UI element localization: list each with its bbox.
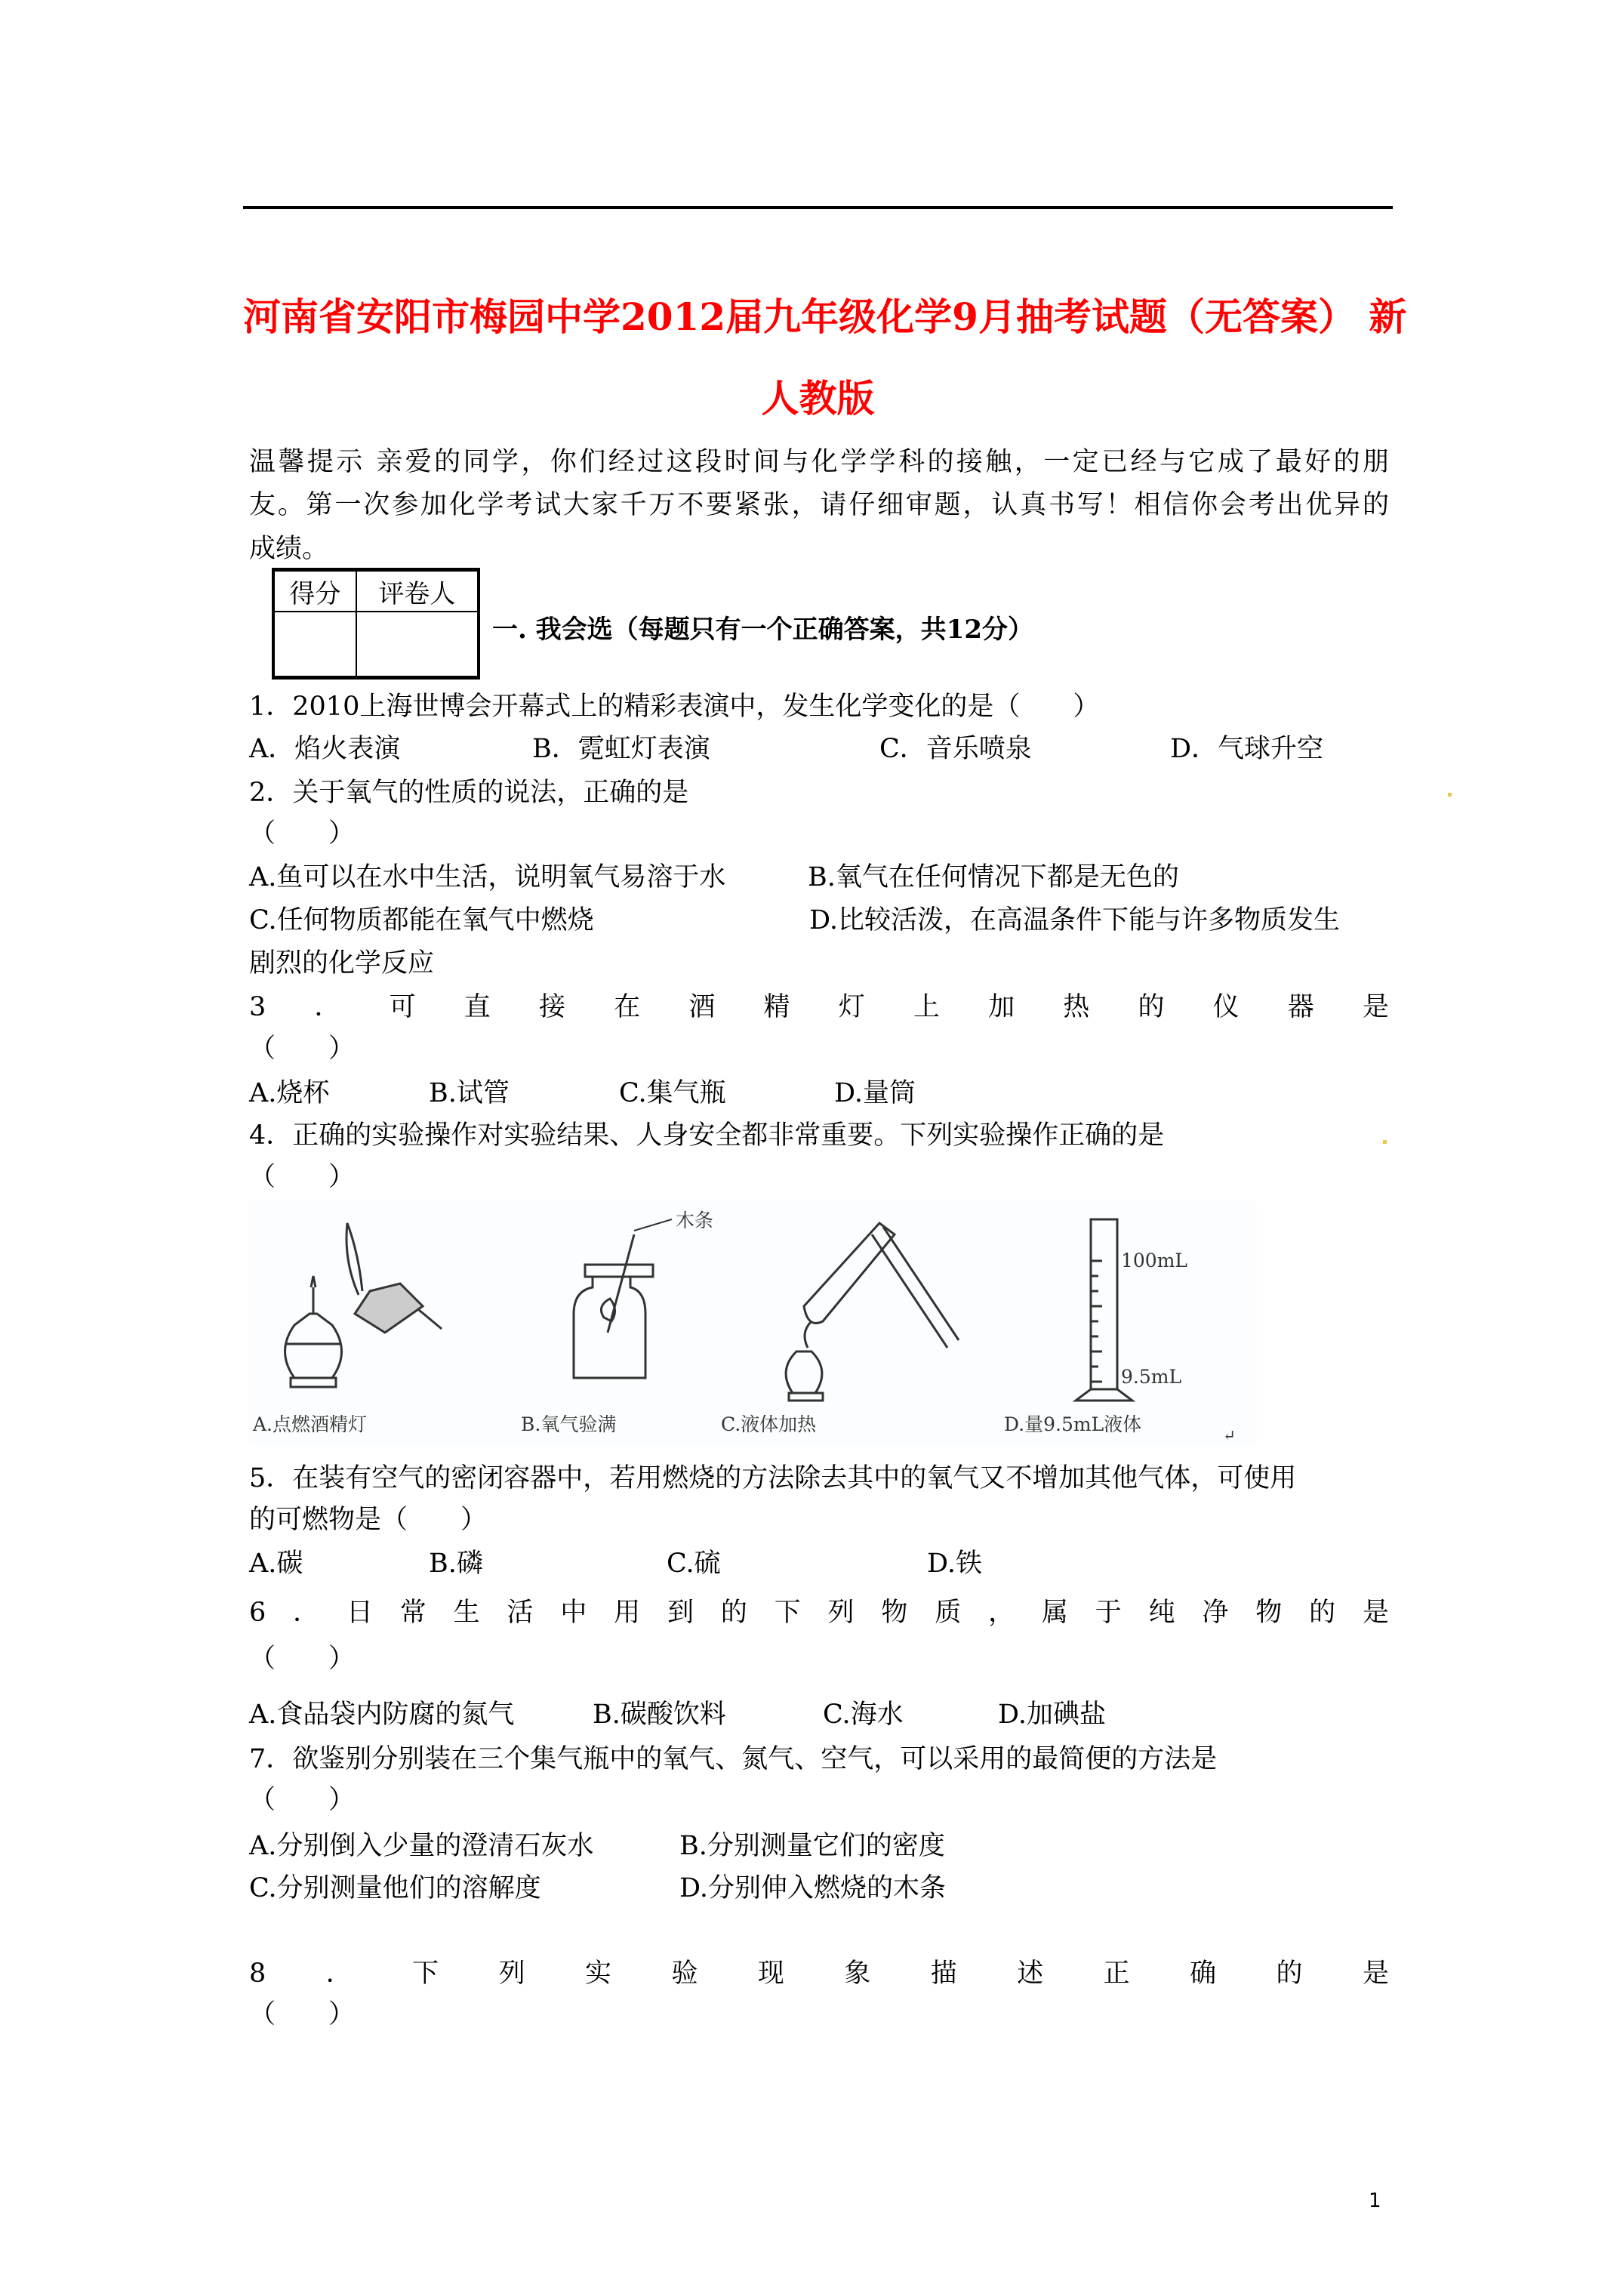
liquid-heating-illustration [786,1223,959,1401]
question-8-paren: （ ） [249,1999,356,2029]
page-number: 1 [1369,2190,1381,2212]
q3-option-b: B.试管 [429,1078,510,1108]
document-title-line1: 河南省安阳市梅园中学2012届九年级化学9月抽考试题（无答案） 新 [243,294,1407,339]
intro-line-3: 成绩。 [249,534,329,564]
q1-option-c: C．音乐喷泉 [879,734,1032,764]
score-cell[interactable] [273,612,356,678]
q7-option-b: B.分别测量它们的密度 [679,1831,945,1861]
score-header: 得分 [273,570,356,612]
cylinder-100ml-label: 100mL [1121,1250,1188,1271]
grader-header: 评卷人 [356,570,479,612]
gas-bottle-illustration [574,1219,672,1378]
figure-caption-c: C.液体加热 [721,1413,817,1435]
artifact-dot [1383,1140,1387,1144]
question-6-stem: 6．日常生活中用到的下列物质，属于纯净物的是 [249,1598,1389,1628]
question-4-paren: （ ） [249,1162,356,1192]
question-3-stem: 3．可直接在酒精灯上加热的仪器是 [249,992,1389,1022]
q6-option-b: B.碳酸饮料 [593,1700,726,1730]
return-mark-icon: ↵ [1223,1426,1236,1444]
header-rule [243,206,1393,209]
figure-caption-b: B.氧气验满 [521,1413,617,1435]
question-7-stem: 7．欲鉴别分别装在三个集气瓶中的氧气、氮气、空气，可以采用的最简便的方法是 [249,1744,1218,1774]
q2-option-b: B.氧气在任何情况下都是无色的 [808,862,1179,892]
q7-option-c: C.分别测量他们的溶解度 [249,1873,541,1903]
figure-caption-d: D.量9.5mL液体 [1004,1413,1142,1435]
q5-option-b: B.磷 [429,1549,483,1579]
q3-option-a: A.烧杯 [249,1078,330,1108]
q1-option-b: B．霓虹灯表演 [532,734,710,764]
q6-option-a: A.食品袋内防腐的氮气 [249,1700,515,1730]
q6-option-d: D.加碘盐 [998,1700,1106,1730]
section-heading: 一. 我会选（每题只有一个正确答案，共12分） [492,615,1033,645]
question-5-continuation: 的可燃物是（ ） [249,1505,488,1535]
lab-figure-svg [249,1200,1257,1446]
question-2-paren: （ ） [249,818,356,849]
intro-line-1: 温馨提示 亲爱的同学，你们经过这段时间与化学学科的接触，一定已经与它成了最好的朋 [249,447,1389,477]
intro-line-2: 友。第一次参加化学考试大家千万不要紧张，请仔细审题，认真书写！相信你会考出优异的 [249,490,1389,520]
question-8-stem: 8．下列实验现象描述正确的是 [249,1959,1389,1989]
q6-option-c: C.海水 [823,1700,904,1730]
artifact-dot [1448,793,1452,797]
q2-option-c: C.任何物质都能在氧气中燃烧 [249,905,594,935]
question-1-stem: 1．2010上海世博会开幕式上的精彩表演中，发生化学变化的是（ ） [249,692,1100,722]
q7-option-d: D.分别伸入燃烧的木条 [679,1873,946,1903]
q3-option-c: C.集气瓶 [619,1078,726,1108]
q3-option-d: D.量筒 [834,1078,916,1108]
question-2-stem: 2．关于氧气的性质的说法，正确的是 [249,778,689,808]
grader-cell[interactable] [356,612,479,678]
lab-operations-figure [249,1200,1257,1446]
question-6-paren: （ ） [249,1644,356,1674]
q2-option-d: D.比较活泼，在高温条件下能与许多物质发生 [809,905,1340,935]
question-5-stem: 5．在装有空气的密闭容器中，若用燃烧的方法除去其中的氧气又不增加其他气体，可使用 [249,1463,1297,1493]
figure-caption-a: A.点燃酒精灯 [253,1413,368,1435]
document-title-line2: 人教版 [761,376,875,421]
q1-option-a: A．焰火表演 [249,734,401,764]
q5-option-d: D.铁 [927,1549,982,1579]
wood-splint-label: 木条 [676,1210,714,1231]
cylinder-9-5ml-label: 9.5mL [1121,1366,1182,1388]
q5-option-c: C.硫 [667,1549,721,1579]
question-3-paren: （ ） [249,1034,356,1064]
q1-option-d: D．气球升空 [1170,734,1324,764]
question-7-paren: （ ） [249,1785,356,1815]
q7-option-a: A.分别倒入少量的澄清石灰水 [249,1831,594,1861]
q2-option-a: A.鱼可以在水中生活，说明氧气易溶于水 [249,862,726,892]
q2-option-d-continuation: 剧烈的化学反应 [249,948,435,978]
q5-option-a: A.碳 [249,1549,303,1579]
question-4-stem: 4．正确的实验操作对实验结果、人身安全都非常重要。下列实验操作正确的是 [249,1120,1165,1151]
alcohol-lamp-illustration [285,1223,442,1387]
score-table [272,568,480,680]
